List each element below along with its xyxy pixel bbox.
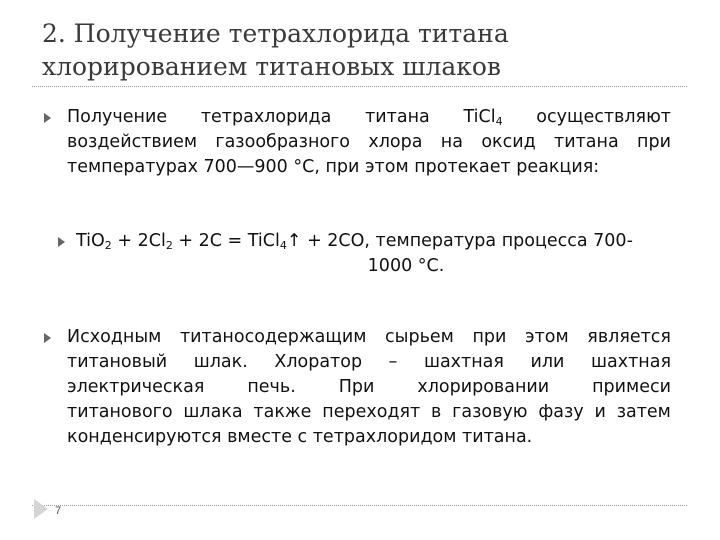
reaction-subscript: 2 — [165, 239, 173, 252]
slide-title — [42, 17, 682, 83]
bullet-1-word: титана — [554, 132, 619, 152]
bullet-1-word: тетрахлорида — [200, 107, 332, 127]
reaction-subscript: 2 — [104, 239, 112, 252]
bullet-arrow-icon — [44, 333, 51, 343]
formula-subscript: 4 — [495, 115, 503, 128]
bullet-3-word: фазу — [538, 402, 584, 422]
formula-ticl4 — [463, 105, 502, 130]
bullet-3-word: шахтная — [423, 352, 504, 372]
bullet-3-line — [67, 375, 671, 400]
bullet-3-word: примеси — [592, 377, 671, 397]
reaction-subscript: 4 — [279, 239, 287, 252]
bullet-1-word: газообразного — [215, 132, 351, 152]
bullet-1-word: титана — [365, 107, 430, 127]
bullet-3-last-line: конденсируются вместе с тетрахлоридом титана. — [67, 427, 533, 447]
bullet-3-word: или — [530, 352, 565, 372]
bullet-1-word: при — [637, 132, 671, 152]
slide-title-line-2: хлорированием титановых шлаков — [42, 52, 501, 81]
bullet-1-word: хлора — [368, 132, 423, 152]
page-number: 7 — [55, 505, 62, 517]
bullet-arrow-icon — [44, 113, 51, 123]
page-marker-icon — [34, 499, 48, 519]
bullet-3-word: электрическая — [67, 377, 205, 397]
bullet-3-word: шлак. — [193, 352, 248, 372]
reaction-part: + 2C = TiCl — [172, 231, 280, 251]
title-divider — [32, 86, 687, 87]
bullet-1-word: воздействием — [67, 132, 198, 152]
bullet-1-line-1 — [67, 105, 671, 130]
footer-divider — [32, 505, 687, 506]
bullet-1-word: осуществляют — [536, 107, 671, 127]
bullet-paragraph-3 — [67, 325, 671, 450]
bullet-3-word: шахтная — [590, 352, 671, 372]
bullet-3-line — [67, 350, 671, 375]
bullet-3-line — [67, 325, 671, 350]
bullet-3-word: При — [338, 377, 375, 397]
bullet-3-word: этом — [524, 327, 569, 347]
bullet-3-line — [67, 400, 671, 425]
reaction-line-2: 1000 °С. — [367, 256, 445, 276]
bullet-paragraph-1 — [67, 105, 671, 180]
bullet-3-word: шлака — [183, 402, 243, 422]
bullet-3-word: затем — [616, 402, 671, 422]
bullet-3-word: при — [472, 327, 507, 347]
formula-main: TiCl — [463, 107, 496, 127]
bullet-3-word: титановый — [67, 352, 168, 372]
bullet-1-line-2 — [67, 130, 671, 155]
bullet-3-word: сырьем — [385, 327, 454, 347]
bullet-3-word: Исходным — [67, 327, 162, 347]
bullet-arrow-icon — [58, 237, 65, 247]
bullet-1-word: Получение — [67, 107, 168, 127]
reaction-part: TiO — [76, 231, 105, 251]
bullet-3-word: Хлоратор — [274, 352, 363, 372]
bullet-3-word: титаносодержащим — [179, 327, 367, 347]
reaction-equation — [76, 229, 676, 279]
bullet-3-word: в — [431, 402, 442, 422]
bullet-3-word: является — [587, 327, 671, 347]
slide-title-line-1: 2. Получение тетрахлорида титана — [42, 19, 509, 48]
bullet-3-word: печь. — [247, 377, 296, 397]
bullet-3-word: и — [594, 402, 606, 422]
bullet-3-word: переходят — [322, 402, 421, 422]
reaction-line-1 — [76, 229, 676, 254]
reaction-part: + 2Cl — [111, 231, 166, 251]
bullet-1-word: на — [440, 132, 463, 152]
bullet-3-word: – — [388, 352, 398, 372]
bullet-3-word: также — [253, 402, 312, 422]
bullet-1-word: оксид — [481, 132, 536, 152]
bullet-3-word: титанового — [67, 402, 173, 422]
reaction-part: ↑ + 2CO, температура процесса 700- — [286, 231, 633, 251]
bullet-3-word: хлорировании — [417, 377, 550, 397]
bullet-3-word: газовую — [452, 402, 528, 422]
bullet-1-line-3: температурах 700—900 °С, при этом протекает реакция: — [67, 157, 600, 177]
